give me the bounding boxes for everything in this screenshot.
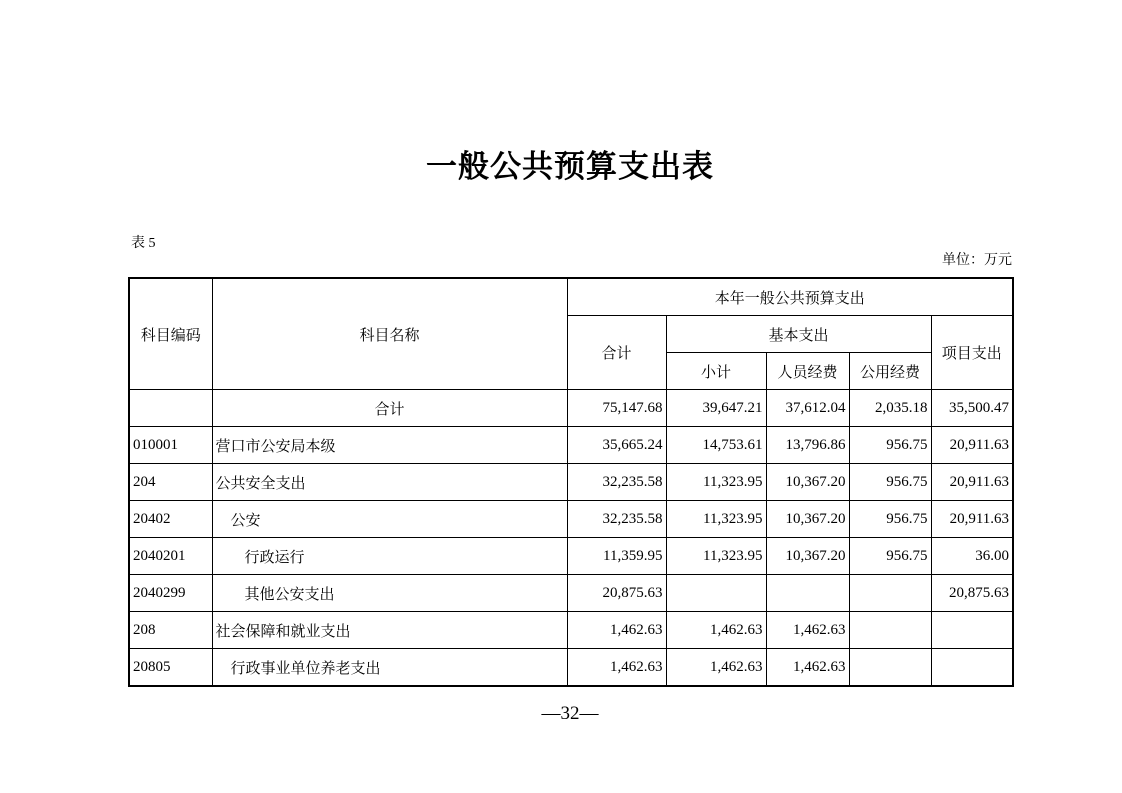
cell-personnel: 1,462.63 bbox=[766, 612, 849, 649]
cell-code bbox=[129, 390, 212, 427]
cell-public: 2,035.18 bbox=[849, 390, 931, 427]
cell-total: 75,147.68 bbox=[567, 390, 666, 427]
unit-label: 单位：万元 bbox=[942, 253, 1012, 268]
header-public-funds: 公用经费 bbox=[849, 353, 931, 390]
cell-public bbox=[849, 612, 931, 649]
cell-subtotal: 14,753.61 bbox=[666, 427, 766, 464]
cell-code: 20805 bbox=[129, 649, 212, 687]
cell-name: 社会保障和就业支出 bbox=[212, 612, 567, 649]
cell-total: 32,235.58 bbox=[567, 501, 666, 538]
cell-subtotal bbox=[666, 575, 766, 612]
cell-project: 20,911.63 bbox=[931, 427, 1013, 464]
table-row bbox=[129, 649, 1013, 687]
page-number: —32— bbox=[541, 703, 599, 724]
cell-personnel: 13,796.86 bbox=[766, 427, 849, 464]
header-project-expenditure: 项目支出 bbox=[931, 316, 1013, 390]
cell-total: 35,665.24 bbox=[567, 427, 666, 464]
table-row bbox=[129, 538, 1013, 575]
cell-subtotal: 11,323.95 bbox=[666, 538, 766, 575]
cell-personnel bbox=[766, 575, 849, 612]
cell-name: 合计 bbox=[212, 390, 567, 427]
cell-personnel: 37,612.04 bbox=[766, 390, 849, 427]
table-row bbox=[129, 464, 1013, 501]
cell-subtotal: 1,462.63 bbox=[666, 612, 766, 649]
cell-project bbox=[931, 612, 1013, 649]
cell-name: 公共安全支出 bbox=[212, 464, 567, 501]
cell-total: 1,462.63 bbox=[567, 612, 666, 649]
cell-name: 其他公安支出 bbox=[212, 575, 567, 612]
cell-project bbox=[931, 649, 1013, 687]
header-total: 合计 bbox=[567, 316, 666, 390]
cell-total: 11,359.95 bbox=[567, 538, 666, 575]
header-subtotal: 小计 bbox=[666, 353, 766, 390]
table-body bbox=[129, 390, 1013, 687]
header-personnel-funds: 人员经费 bbox=[766, 353, 849, 390]
cell-total: 32,235.58 bbox=[567, 464, 666, 501]
table-number-label: 表 5 bbox=[131, 236, 156, 251]
page-title: 一般公共预算支出表 bbox=[426, 149, 714, 184]
table-row bbox=[129, 575, 1013, 612]
cell-public: 956.75 bbox=[849, 538, 931, 575]
table-header bbox=[129, 278, 1013, 390]
cell-public: 956.75 bbox=[849, 427, 931, 464]
cell-personnel: 10,367.20 bbox=[766, 538, 849, 575]
cell-name: 行政事业单位养老支出 bbox=[212, 649, 567, 687]
cell-project: 20,875.63 bbox=[931, 575, 1013, 612]
cell-code: 2040201 bbox=[129, 538, 212, 575]
cell-personnel: 10,367.20 bbox=[766, 501, 849, 538]
budget-expenditure-table bbox=[128, 277, 1014, 687]
cell-total: 20,875.63 bbox=[567, 575, 666, 612]
cell-project: 20,911.63 bbox=[931, 464, 1013, 501]
table-row bbox=[129, 612, 1013, 649]
cell-public: 956.75 bbox=[849, 464, 931, 501]
table-row bbox=[129, 501, 1013, 538]
cell-subtotal: 39,647.21 bbox=[666, 390, 766, 427]
cell-project: 35,500.47 bbox=[931, 390, 1013, 427]
cell-public: 956.75 bbox=[849, 501, 931, 538]
header-current-year-group: 本年一般公共预算支出 bbox=[567, 278, 1013, 316]
header-subject-code: 科目编码 bbox=[129, 278, 212, 390]
cell-subtotal: 11,323.95 bbox=[666, 501, 766, 538]
cell-code: 20402 bbox=[129, 501, 212, 538]
cell-public bbox=[849, 575, 931, 612]
cell-project: 20,911.63 bbox=[931, 501, 1013, 538]
header-row-1 bbox=[129, 278, 1013, 316]
header-subject-name: 科目名称 bbox=[212, 278, 567, 390]
cell-code: 208 bbox=[129, 612, 212, 649]
header-basic-expenditure-group: 基本支出 bbox=[666, 316, 931, 353]
cell-personnel: 1,462.63 bbox=[766, 649, 849, 687]
cell-public bbox=[849, 649, 931, 687]
cell-code: 2040299 bbox=[129, 575, 212, 612]
cell-code: 010001 bbox=[129, 427, 212, 464]
cell-personnel: 10,367.20 bbox=[766, 464, 849, 501]
cell-name: 行政运行 bbox=[212, 538, 567, 575]
cell-project: 36.00 bbox=[931, 538, 1013, 575]
cell-name: 公安 bbox=[212, 501, 567, 538]
table-row bbox=[129, 427, 1013, 464]
cell-total: 1,462.63 bbox=[567, 649, 666, 687]
cell-subtotal: 1,462.63 bbox=[666, 649, 766, 687]
cell-code: 204 bbox=[129, 464, 212, 501]
table-row bbox=[129, 390, 1013, 427]
cell-name: 营口市公安局本级 bbox=[212, 427, 567, 464]
cell-subtotal: 11,323.95 bbox=[666, 464, 766, 501]
